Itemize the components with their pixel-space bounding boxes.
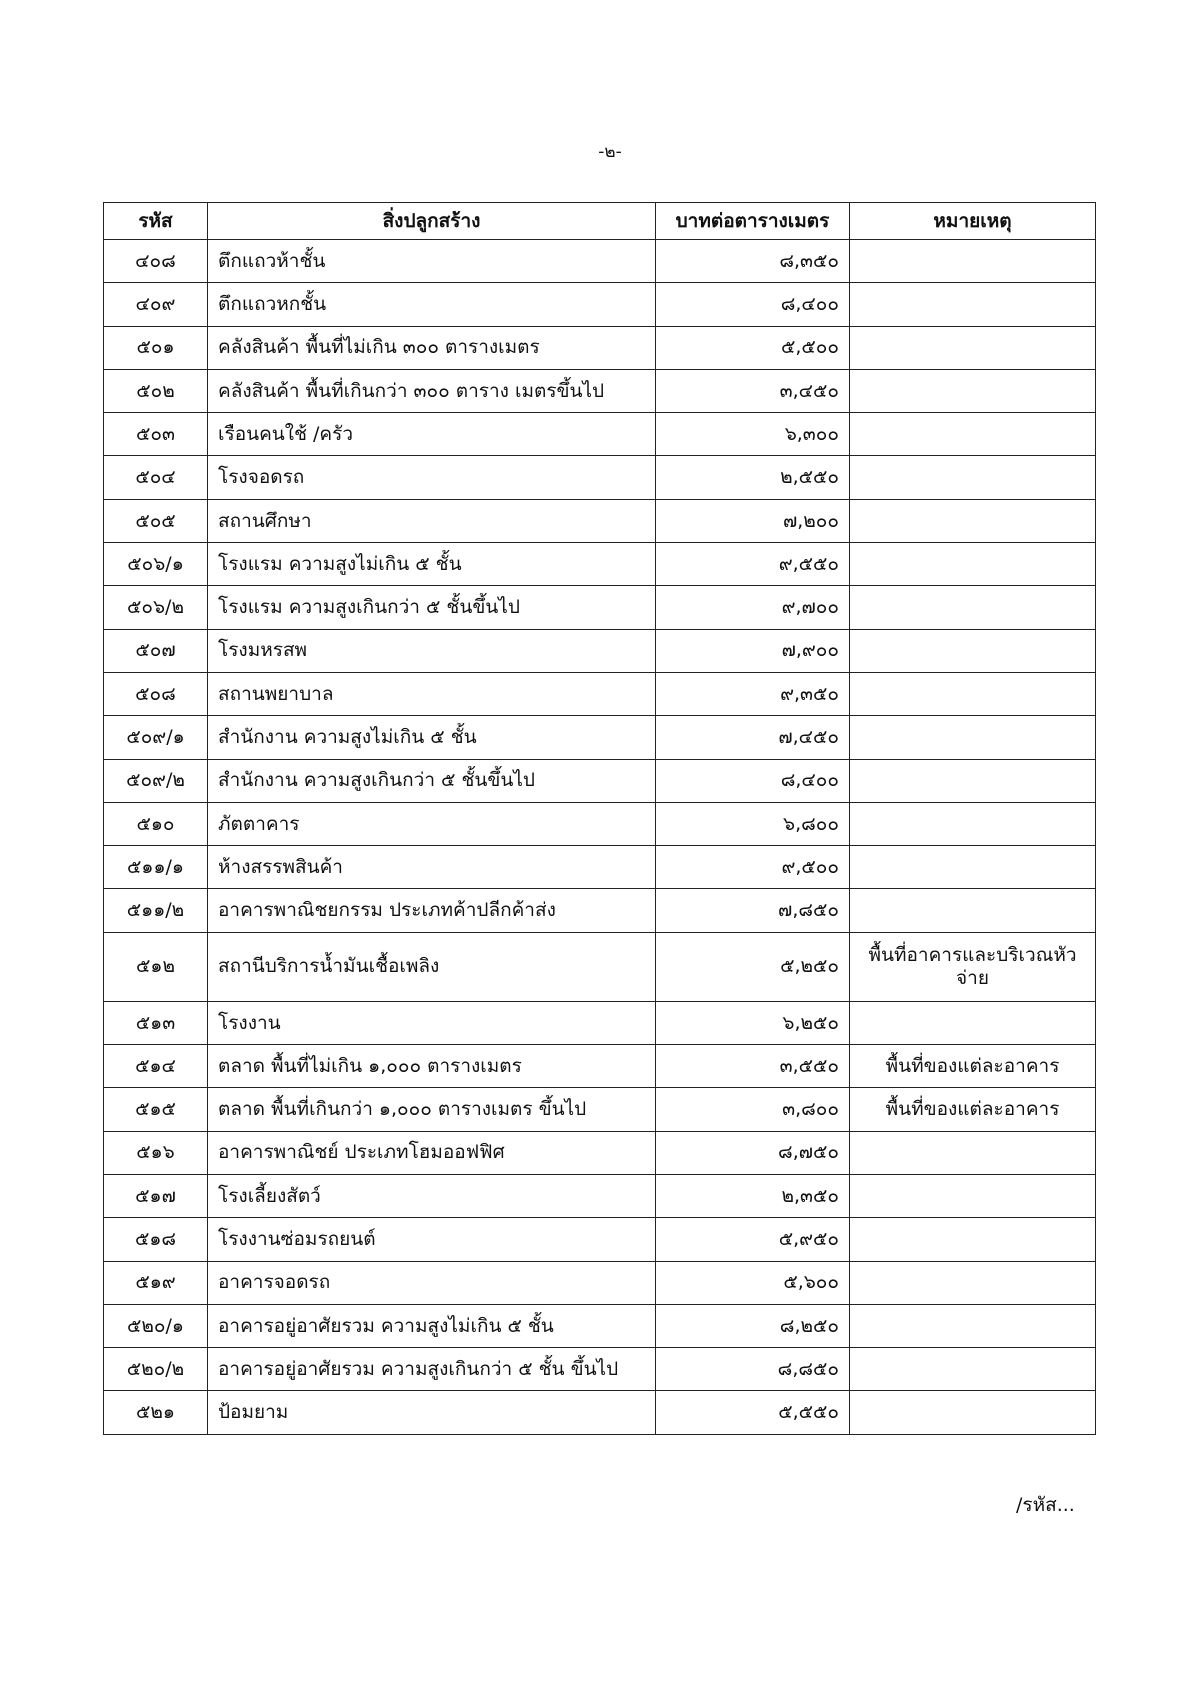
table-row xyxy=(104,586,1096,629)
row-price: ๕,๕๕๐ xyxy=(656,1391,850,1434)
row-code: ๕๑๙ xyxy=(104,1261,208,1304)
row-remark xyxy=(850,543,1096,586)
row-building: ป้อมยาม xyxy=(208,1391,656,1434)
row-price: ๓,๘๐๐ xyxy=(656,1088,850,1131)
row-building: สำนักงาน ความสูงไม่เกิน ๕ ชั้น xyxy=(208,716,656,759)
row-remark xyxy=(850,240,1096,283)
row-code: ๕๐๑ xyxy=(104,326,208,369)
row-price: ๘,๔๐๐ xyxy=(656,283,850,326)
row-remark: พื้นที่อาคารและบริเวณหัวจ่าย xyxy=(850,932,1096,1001)
table-row xyxy=(104,889,1096,932)
row-building: อาคารพาณิชย์ ประเภทโฮมออฟฟิศ xyxy=(208,1131,656,1174)
table-row xyxy=(104,759,1096,802)
page-number: -๒- xyxy=(598,142,622,162)
row-building: อาคารอยู่อาศัยรวม ความสูงเกินกว่า ๕ ชั้น ขึ้นไป xyxy=(208,1348,656,1391)
table-row xyxy=(104,1304,1096,1347)
table-row xyxy=(104,1045,1096,1088)
row-price: ๘,๓๕๐ xyxy=(656,240,850,283)
row-building: คลังสินค้า พื้นที่เกินกว่า ๓๐๐ ตาราง เมตรขึ้นไป xyxy=(208,369,656,412)
row-price: ๓,๔๕๐ xyxy=(656,369,850,412)
row-code: ๕๑๑/๑ xyxy=(104,846,208,889)
row-price: ๙,๕๕๐ xyxy=(656,543,850,586)
row-code: ๕๐๖/๒ xyxy=(104,586,208,629)
row-price: ๙,๗๐๐ xyxy=(656,586,850,629)
row-code: ๔๐๙ xyxy=(104,283,208,326)
row-price: ๘,๔๐๐ xyxy=(656,759,850,802)
row-building: เรือนคนใช้ /ครัว xyxy=(208,413,656,456)
row-building: ห้างสรรพสินค้า xyxy=(208,846,656,889)
row-building: อาคารอยู่อาศัยรวม ความสูงไม่เกิน ๕ ชั้น xyxy=(208,1304,656,1347)
row-building: ตึกแถวหกชั้น xyxy=(208,283,656,326)
row-code: ๕๐๗ xyxy=(104,629,208,672)
row-building: โรงจอดรถ xyxy=(208,456,656,499)
table-row xyxy=(104,1261,1096,1304)
row-price: ๘,๘๕๐ xyxy=(656,1348,850,1391)
row-code: ๕๑๘ xyxy=(104,1218,208,1261)
table-row xyxy=(104,240,1096,283)
row-code: ๕๑๓ xyxy=(104,1001,208,1044)
row-code: ๕๐๓ xyxy=(104,413,208,456)
table-row xyxy=(104,802,1096,845)
table-row xyxy=(104,283,1096,326)
table-row xyxy=(104,932,1096,1001)
row-remark xyxy=(850,1348,1096,1391)
header-building: สิ่งปลูกสร้าง xyxy=(208,203,656,240)
row-building: อาคารจอดรถ xyxy=(208,1261,656,1304)
row-remark xyxy=(850,1001,1096,1044)
row-price: ๗,๘๕๐ xyxy=(656,889,850,932)
row-remark xyxy=(850,846,1096,889)
row-building: สำนักงาน ความสูงเกินกว่า ๕ ชั้นขึ้นไป xyxy=(208,759,656,802)
row-price: ๕,๕๐๐ xyxy=(656,326,850,369)
row-building: ตลาด พื้นที่ไม่เกิน ๑,๐๐๐ ตารางเมตร xyxy=(208,1045,656,1088)
row-building: ภัตตาคาร xyxy=(208,802,656,845)
row-price: ๗,๙๐๐ xyxy=(656,629,850,672)
table-row xyxy=(104,629,1096,672)
row-code: ๕๐๙/๑ xyxy=(104,716,208,759)
header-price: บาทต่อตารางเมตร xyxy=(656,203,850,240)
row-code: ๕๒๐/๑ xyxy=(104,1304,208,1347)
row-building: โรงแรม ความสูงเกินกว่า ๕ ชั้นขึ้นไป xyxy=(208,586,656,629)
table-row xyxy=(104,1218,1096,1261)
row-code: ๕๑๕ xyxy=(104,1088,208,1131)
row-code: ๕๑๑/๒ xyxy=(104,889,208,932)
table-row xyxy=(104,369,1096,412)
table-body xyxy=(104,240,1096,1435)
row-price: ๖,๒๕๐ xyxy=(656,1001,850,1044)
table-row xyxy=(104,456,1096,499)
table-row xyxy=(104,543,1096,586)
header-code: รหัส xyxy=(104,203,208,240)
row-code: ๕๐๕ xyxy=(104,499,208,542)
row-building: ตลาด พื้นที่เกินกว่า ๑,๐๐๐ ตารางเมตร ขึ้นไป xyxy=(208,1088,656,1131)
table-row xyxy=(104,846,1096,889)
row-remark xyxy=(850,499,1096,542)
row-remark xyxy=(850,629,1096,672)
table-row xyxy=(104,1088,1096,1131)
row-remark: พื้นที่ของแต่ละอาคาร xyxy=(850,1088,1096,1131)
row-price: ๓,๕๕๐ xyxy=(656,1045,850,1088)
row-building: โรงแรม ความสูงไม่เกิน ๕ ชั้น xyxy=(208,543,656,586)
table-row xyxy=(104,1348,1096,1391)
row-code: ๕๐๖/๑ xyxy=(104,543,208,586)
row-price: ๕,๖๐๐ xyxy=(656,1261,850,1304)
table-row xyxy=(104,1001,1096,1044)
row-building: โรงงาน xyxy=(208,1001,656,1044)
table-row xyxy=(104,1391,1096,1434)
row-code: ๕๒๑ xyxy=(104,1391,208,1434)
row-price: ๙,๕๐๐ xyxy=(656,846,850,889)
row-price: ๙,๓๕๐ xyxy=(656,672,850,715)
building-price-table xyxy=(103,202,1096,1435)
table-header-row xyxy=(104,203,1096,240)
row-building: โรงงานซ่อมรถยนต์ xyxy=(208,1218,656,1261)
row-code: ๕๑๒ xyxy=(104,932,208,1001)
continuation-note: /รหัส... xyxy=(1016,1494,1075,1516)
row-code: ๕๒๐/๒ xyxy=(104,1348,208,1391)
row-remark xyxy=(850,1261,1096,1304)
row-building: อาคารพาณิชยกรรม ประเภทค้าปลีกค้าส่ง xyxy=(208,889,656,932)
row-code: ๕๐๘ xyxy=(104,672,208,715)
table-row xyxy=(104,413,1096,456)
row-price: ๕,๒๕๐ xyxy=(656,932,850,1001)
row-price: ๘,๒๕๐ xyxy=(656,1304,850,1347)
row-remark xyxy=(850,369,1096,412)
table-row xyxy=(104,1131,1096,1174)
header-remark: หมายเหตุ xyxy=(850,203,1096,240)
row-remark xyxy=(850,1391,1096,1434)
table-row xyxy=(104,672,1096,715)
row-building: สถานพยาบาล xyxy=(208,672,656,715)
row-building: คลังสินค้า พื้นที่ไม่เกิน ๓๐๐ ตารางเมตร xyxy=(208,326,656,369)
row-remark xyxy=(850,672,1096,715)
row-remark xyxy=(850,326,1096,369)
row-remark xyxy=(850,1304,1096,1347)
row-code: ๕๐๒ xyxy=(104,369,208,412)
row-price: ๘,๗๕๐ xyxy=(656,1131,850,1174)
row-code: ๕๐๔ xyxy=(104,456,208,499)
table-row xyxy=(104,499,1096,542)
row-remark xyxy=(850,802,1096,845)
row-building: สถานศึกษา xyxy=(208,499,656,542)
row-price: ๗,๒๐๐ xyxy=(656,499,850,542)
row-price: ๒,๓๕๐ xyxy=(656,1174,850,1217)
row-remark xyxy=(850,586,1096,629)
row-remark xyxy=(850,1218,1096,1261)
row-code: ๕๐๙/๒ xyxy=(104,759,208,802)
row-remark xyxy=(850,456,1096,499)
row-remark xyxy=(850,716,1096,759)
row-remark xyxy=(850,759,1096,802)
row-code: ๔๐๘ xyxy=(104,240,208,283)
row-code: ๕๑๗ xyxy=(104,1174,208,1217)
row-building: สถานีบริการน้ำมันเชื้อเพลิง xyxy=(208,932,656,1001)
table-row xyxy=(104,716,1096,759)
table-row xyxy=(104,326,1096,369)
row-price: ๒,๕๕๐ xyxy=(656,456,850,499)
row-building: ตึกแถวห้าชั้น xyxy=(208,240,656,283)
row-code: ๕๑๐ xyxy=(104,802,208,845)
row-remark: พื้นที่ของแต่ละอาคาร xyxy=(850,1045,1096,1088)
row-price: ๖,๓๐๐ xyxy=(656,413,850,456)
row-remark xyxy=(850,1131,1096,1174)
row-remark xyxy=(850,889,1096,932)
row-building: โรงเลี้ยงสัตว์ xyxy=(208,1174,656,1217)
row-code: ๕๑๔ xyxy=(104,1045,208,1088)
row-price: ๖,๘๐๐ xyxy=(656,802,850,845)
table-row xyxy=(104,1174,1096,1217)
row-remark xyxy=(850,1174,1096,1217)
row-code: ๕๑๖ xyxy=(104,1131,208,1174)
row-price: ๕,๙๕๐ xyxy=(656,1218,850,1261)
row-building: โรงมหรสพ xyxy=(208,629,656,672)
row-price: ๗,๔๕๐ xyxy=(656,716,850,759)
row-remark xyxy=(850,283,1096,326)
row-remark xyxy=(850,413,1096,456)
